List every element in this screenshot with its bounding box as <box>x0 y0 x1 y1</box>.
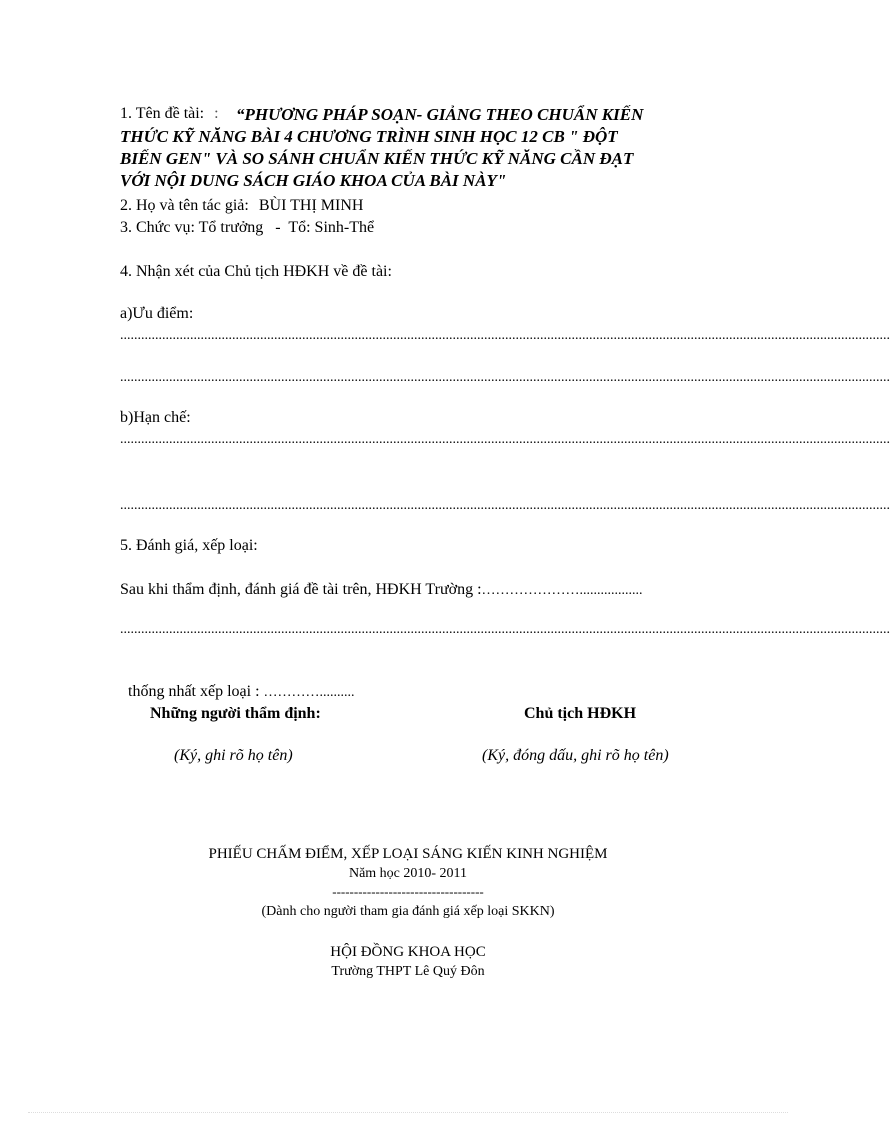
advantages-dotted-line-1: ............................................................................................................................................................................................................................ <box>120 328 890 343</box>
appraisal-dotted-line: ............................................................................................................................................................................................................................ <box>120 622 890 637</box>
limitations-dotted-line-1: ............................................................................................................................................................................................................................ <box>120 432 890 447</box>
topic-title-line-3: BIẾN GEN" VÀ SO SÁNH CHUẨN KIẾN THỨC KỸ NĂNG CẦN ĐẠT <box>120 149 634 168</box>
council-name: HỘI ĐỒNG KHOA HỌC <box>330 944 486 960</box>
advantages-dotted-line-2: ............................................................................................................................................................................................................................ <box>120 370 890 385</box>
limitations-label: b)Hạn chế: <box>120 409 191 426</box>
form-title: PHIẾU CHẤM ĐIỂM, XẾP LOẠI SÁNG KIẾN KINH NGHIỆM <box>208 846 608 862</box>
appraisal-dots: ………………….................. <box>481 583 643 598</box>
appraisal-text: Sau khi thẩm định, đánh giá đề tài trên, HĐKH Trường : <box>120 581 482 598</box>
topic-label-text: 1. Tên đề tài: <box>120 105 205 122</box>
limitations-dotted-line-2: ............................................................................................................................................................................................................................ <box>120 498 890 513</box>
topic-label <box>120 104 219 124</box>
review-heading: 4. Nhận xét của Chủ tịch HĐKH về đề tài: <box>120 263 392 280</box>
appraisers-note: (Ký, ghi rõ họ tên) <box>174 747 293 764</box>
classification-line <box>120 662 355 703</box>
topic-separator: : <box>214 105 219 122</box>
author-name: BÙI THỊ MINH <box>258 197 364 214</box>
topic-title-line-1: “PHƯƠNG PHÁP SOẠN- GIẢNG THEO CHUẨN KIẾN <box>236 105 644 124</box>
classification-dots: ………….......... <box>263 685 355 700</box>
topic-title-line-4: VỚI NỘI DUNG SÁCH GIÁO KHOA CỦA BÀI NÀY" <box>120 171 507 190</box>
topic-title-line-2: THỨC KỸ NĂNG BÀI 4 CHƯƠNG TRÌNH SINH HỌC 12 CB " ĐỘT <box>120 127 618 146</box>
appraisers-title: Những người thẩm định: <box>150 705 321 722</box>
appraisal-line <box>120 580 643 601</box>
chairman-title: Chủ tịch HĐKH <box>524 705 637 722</box>
position-line: 3. Chức vụ: Tổ trưởng - Tổ: Sinh-Thể <box>120 219 375 236</box>
author-line <box>120 196 363 216</box>
school-name: Trường THPT Lê Quý Đôn <box>331 964 485 979</box>
classification-text: thống nhất xếp loại : <box>128 683 264 700</box>
chairman-note: (Ký, đóng dấu, ghi rõ họ tên) <box>482 747 669 764</box>
page-bottom-border <box>28 1112 788 1113</box>
school-year: Năm học 2010- 2011 <box>348 866 468 881</box>
evaluation-heading: 5. Đánh giá, xếp loại: <box>120 537 258 554</box>
advantages-label: a)Ưu điểm: <box>120 305 194 322</box>
divider-line: ----------------------------------- <box>332 884 484 899</box>
audience-note: (Dành cho người tham gia đánh giá xếp loại SKKN) <box>261 904 555 919</box>
author-label: 2. Họ và tên tác giả: <box>120 197 249 214</box>
